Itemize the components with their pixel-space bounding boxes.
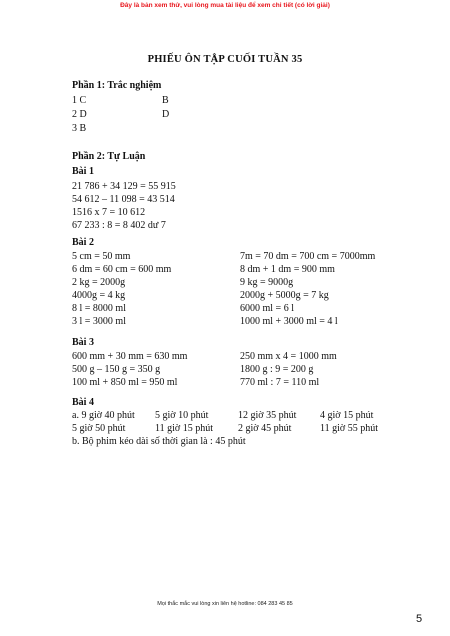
- bai3-right: 770 ml : 7 = 110 ml: [240, 377, 320, 388]
- bai3-left: 600 mm + 30 mm = 630 mm: [72, 351, 188, 362]
- part1-answer-3: 3 B: [72, 123, 87, 134]
- bai2-right: 7m = 70 dm = 700 cm = 7000mm: [240, 251, 376, 262]
- bai2-left: 2 kg = 2000g: [72, 277, 126, 288]
- bai1-line: 21 786 + 34 129 = 55 915: [72, 181, 176, 192]
- bai2-right: 6000 ml = 6 l: [240, 303, 294, 314]
- page-title: PHIẾU ÔN TẬP CUỐI TUẦN 35: [147, 54, 303, 65]
- bai2-right: 1000 ml + 3000 ml = 4 l: [240, 316, 338, 327]
- bai3-left: 500 g – 150 g = 350 g: [72, 364, 161, 375]
- part1-answer-2: 2 D: [72, 109, 87, 120]
- bai3-left: 100 ml + 850 ml = 950 ml: [72, 377, 178, 388]
- bai2-left: 5 cm = 50 mm: [72, 251, 131, 262]
- bai1-line: 54 612 – 11 098 = 43 514: [72, 194, 175, 205]
- part1-answer-1-alt: B: [162, 95, 169, 106]
- bai2-left: 4000g = 4 kg: [72, 290, 126, 301]
- bai4-time: 11 giờ 55 phút: [320, 423, 378, 434]
- bai1-label: Bài 1: [72, 166, 94, 177]
- bai4-time: 5 giờ 10 phút: [155, 410, 209, 421]
- bai4-time: 4 giờ 15 phút: [320, 410, 374, 421]
- bai2-label: Bài 2: [72, 237, 94, 248]
- bai4-time: 2 giờ 45 phút: [238, 423, 292, 434]
- bai4-time: 12 giờ 35 phút: [238, 410, 297, 421]
- part1-answer-1: 1 C: [72, 95, 87, 106]
- bai4-part-b: b. Bộ phim kéo dài số thời gian là : 45 phút: [72, 436, 246, 447]
- footer-hotline: Mọi thắc mắc vui lòng xin liên hệ hotline: 084 283 45 85: [157, 601, 293, 607]
- part2-heading: Phần 2: Tự Luận: [72, 151, 146, 162]
- part1-answer-2-alt: D: [162, 109, 170, 120]
- bai2-left: 6 dm = 60 cm = 600 mm: [72, 264, 172, 275]
- bai3-right: 250 mm x 4 = 1000 mm: [240, 351, 337, 362]
- bai3-label: Bài 3: [72, 337, 94, 348]
- bai2-right: 9 kg = 9000g: [240, 277, 294, 288]
- bai1-line: 1516 x 7 = 10 612: [72, 207, 146, 218]
- bai2-left: 8 l = 8000 ml: [72, 303, 126, 314]
- bai1-line: 67 233 : 8 = 8 402 dư 7: [72, 220, 166, 231]
- bai2-right: 2000g + 5000g = 7 kg: [240, 290, 329, 301]
- bai4-label: Bài 4: [72, 397, 94, 408]
- part1-heading: Phần 1: Trắc nghiệm: [72, 80, 162, 91]
- preview-banner: Đây là bản xem thử, vui lòng mua tài liệu để xem chi tiết (có lời giải): [120, 2, 330, 9]
- bai2-right: 8 dm + 1 dm = 900 mm: [240, 264, 335, 275]
- page-number: 5: [416, 613, 423, 625]
- bai3-right: 1800 g : 9 = 200 g: [240, 364, 314, 375]
- bai2-left: 3 l = 3000 ml: [72, 316, 126, 327]
- bai4-time: 5 giờ 50 phút: [72, 423, 126, 434]
- bai4-time: a. 9 giờ 40 phút: [72, 410, 135, 421]
- bai4-time: 11 giờ 15 phút: [155, 423, 213, 434]
